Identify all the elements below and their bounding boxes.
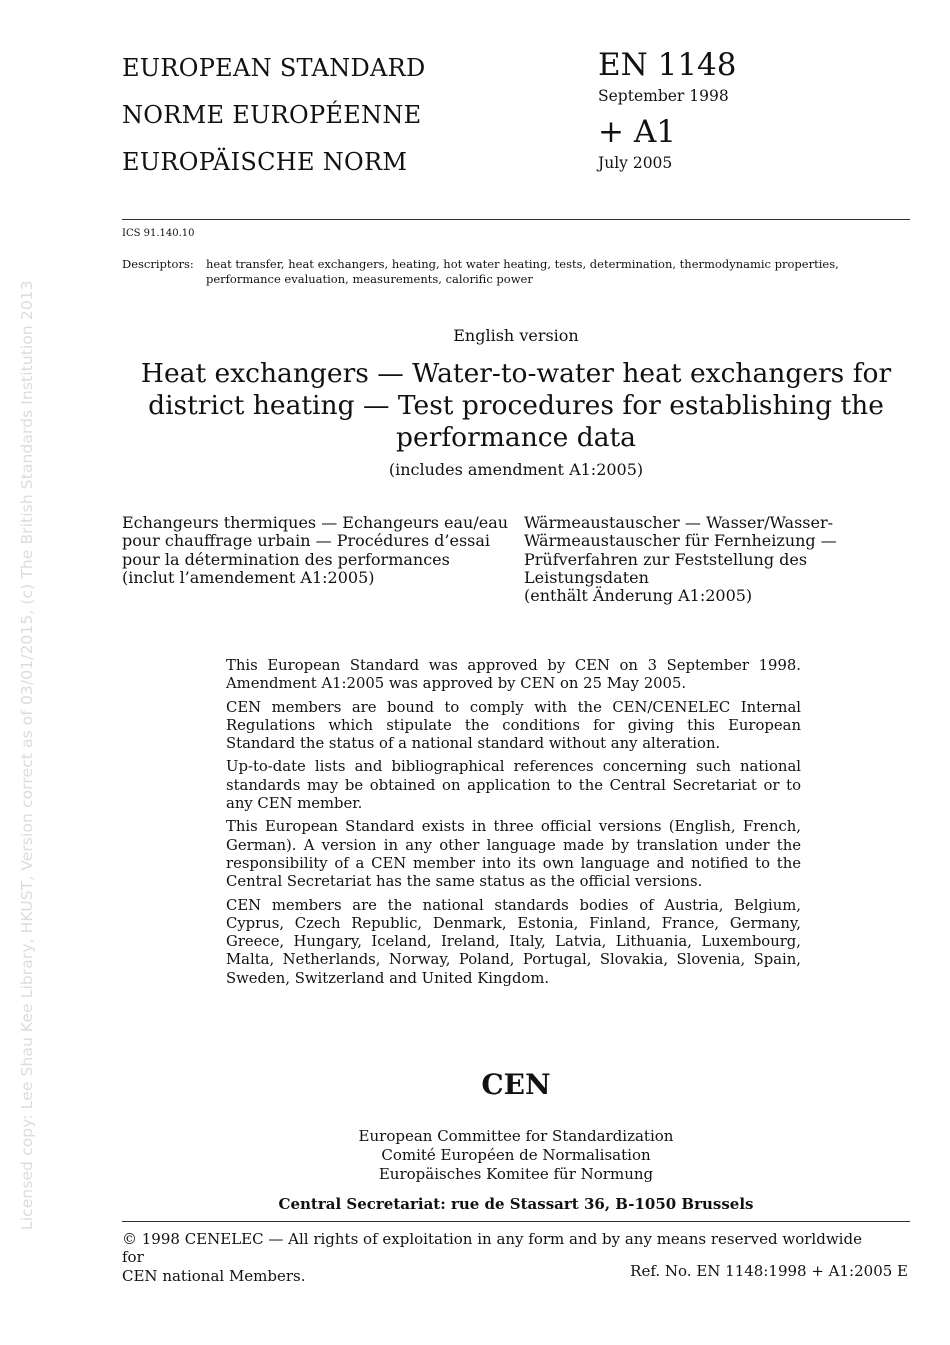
body-paragraph: CEN members are bound to comply with the CEN/CENELEC Internal Regulations which stipulate the conditions for giving this European Standard the status of a national standard without any alteration. [226,698,801,753]
standard-date: September 1998 [598,87,729,105]
amendment-note: (includes amendment A1:2005) [388,460,644,479]
body-paragraph: This European Standard exists in three official versions (English, French, German). A version in any other language made by translation under the responsibility of a CEN member into its own language and notified to the Central Secretariat has the same status as the official versions. [226,818,801,891]
cen-logo-text: CEN [481,1068,551,1101]
french-title-line: (inclut l’amendement A1:2005) [122,567,375,587]
standard-name-en: EUROPEAN STANDARD [122,54,426,82]
reference-number: Ref. No. EN 1148:1998 + A1:2005 E [630,1262,908,1280]
french-title-line: pour chauffrage urbain — Procédures d’essai [122,531,491,551]
organization-name-fr: Comité Européen de Normalisation [381,1146,651,1164]
organization-names [122,1127,910,1184]
organization-name-de: Europäisches Komitee für Normung [378,1165,654,1183]
license-watermark: Licensed copy: Lee Shau Kee Library, HKUST, Version correct as of 03/01/2015, (c) The British Standards Institution 2013 [18,280,36,1230]
amendment-id: + A1 [598,114,676,150]
standard-name-de: EUROPÄISCHE NORM [122,148,408,176]
german-title-line: Wärmeaustauscher für Fernheizung — [524,531,837,551]
main-title-line: district heating — Test procedures for establishing the [148,390,884,421]
body-paragraph: Up-to-date lists and bibliographical references concerning such national standards may be obtained on application to the Central Secretariat or to any CEN member. [226,758,801,813]
body-paragraph: CEN members are the national standards bodies of Austria, Belgium, Cyprus, Czech Republic, Denmark, Estonia, Finland, France, Germany, Greece, Hungary, Iceland, Ireland, Italy, Latvia, Lithuania, Luxembourg, Malta, Netherlands, Norway, Poland, Portugal, Slovakia, Slovenia, Spain, Sweden, Switzerland and United Kingdom. [226,896,801,987]
descriptors-text [206,257,906,287]
header-divider [122,219,910,220]
secretariat-address: Central Secretariat: rue de Stassart 36, B-1050 Brussels [278,1195,754,1213]
copyright-line: © 1998 CENELEC — All rights of exploitation in any form and by any means reserved worldwide for [122,1230,862,1267]
approval-text [226,657,801,993]
german-title-line: (enthält Änderung A1:2005) [524,586,753,606]
german-title [524,514,914,605]
french-title-line: pour la détermination des performances [122,549,450,569]
french-title-line: Echangeurs thermiques — Echangeurs eau/eau [122,513,509,532]
version-label: English version [453,326,579,345]
descriptors-line: heat transfer, heat exchangers, heating, hot water heating, tests, determination, thermodynamic properties, [206,257,839,271]
german-title-line: Wärmeaustauscher — Wasser/Wasser- [524,513,834,532]
amendment-date: July 2005 [598,154,673,172]
german-title-line: Leistungsdaten [524,567,649,587]
organization-name-en: European Committee for Standardization [358,1127,674,1145]
standard-id: EN 1148 [598,47,737,83]
standard-name-fr: NORME EUROPÉENNE [122,101,422,129]
footer-divider [122,1221,910,1222]
french-title [122,514,512,587]
descriptors-label: Descriptors: [122,257,194,271]
descriptors-line: performance evaluation, measurements, calorific power [206,272,533,286]
german-title-line: Prüfverfahren zur Feststellung des [524,549,808,569]
copyright-line: CEN national Members. [122,1266,306,1285]
ics-code: ICS 91.140.10 [122,228,195,239]
main-title [122,358,910,454]
main-title-line: Heat exchangers — Water-to-water heat exchangers for [140,358,892,389]
body-paragraph: This European Standard was approved by CEN on 3 September 1998. Amendment A1:2005 was approved by CEN on 25 May 2005. [226,657,801,693]
main-title-line: performance data [396,422,636,453]
standard-names [122,45,426,186]
